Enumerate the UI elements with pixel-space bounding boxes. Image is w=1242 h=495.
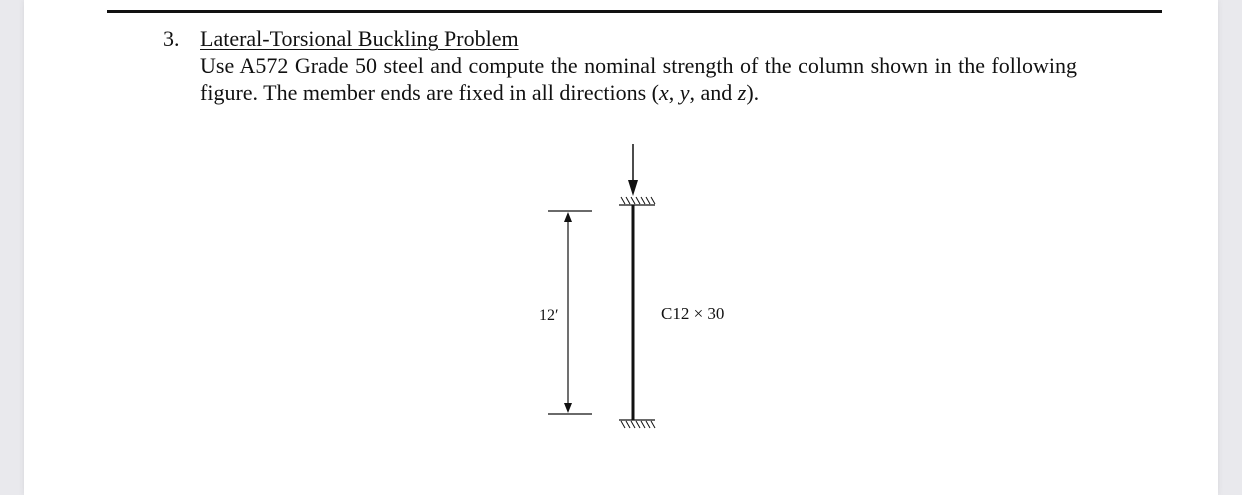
var-y: y: [679, 80, 690, 105]
load-arrow: [628, 144, 638, 196]
problem-title: Lateral-Torsional Buckling Problem: [200, 26, 519, 51]
var-x: x: [658, 80, 669, 105]
problem-text: Use A572 Grade 50 steel and compute the nominal strength of the column shown in the following figure. The member ends are fixed in all directions (: [200, 53, 1077, 105]
section-designation-label: C12 × 30: [661, 304, 725, 323]
var-z: z: [737, 80, 747, 105]
problem-text-end: ).: [746, 80, 760, 105]
length-dimension-label: 12′: [539, 307, 559, 324]
sep-2: , and: [689, 80, 738, 105]
top-fixed-support: [619, 197, 655, 205]
sep-1: ,: [668, 80, 680, 105]
bottom-fixed-support: [619, 420, 655, 428]
problem-number: 3.: [163, 26, 180, 51]
